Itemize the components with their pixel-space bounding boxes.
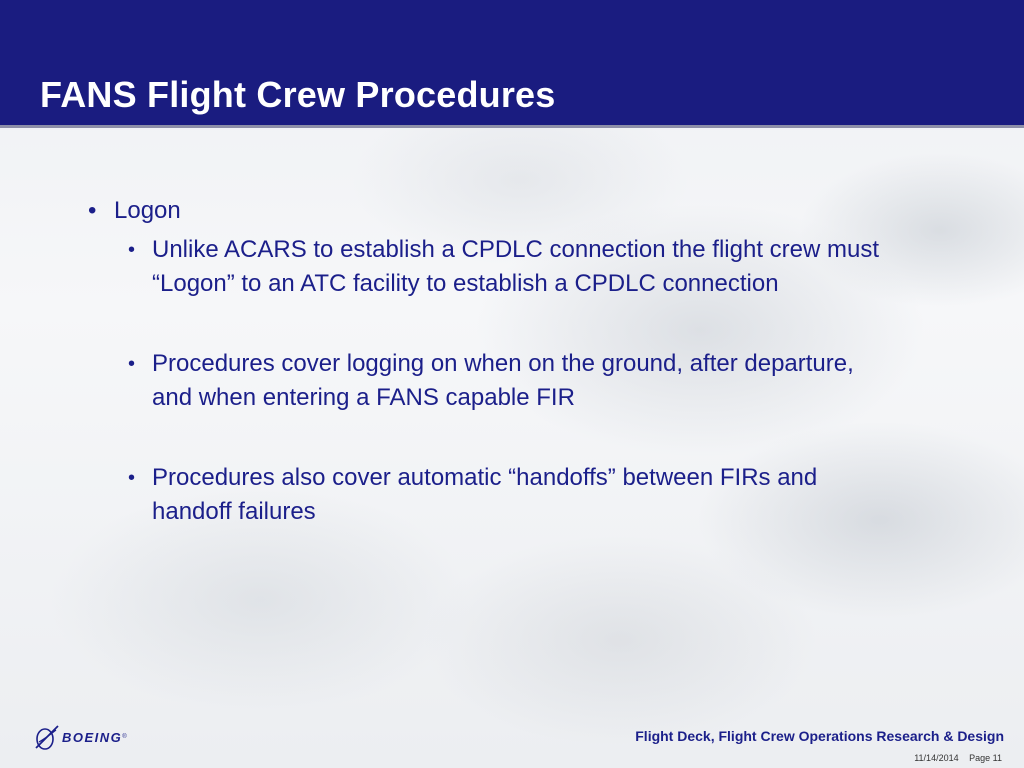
slide-content (88, 194, 928, 529)
slide-title: FANS Flight Crew Procedures (40, 74, 556, 115)
spacer (88, 301, 928, 347)
bullet-icon: • (128, 239, 136, 261)
footer-page: Page 11 (969, 753, 1002, 763)
footer-tagline: Flight Deck, Flight Crew Operations Research & Design (635, 728, 1004, 744)
bullet-icon: • (128, 467, 136, 489)
footer-meta (906, 753, 1002, 763)
bullet-icon: • (128, 353, 136, 375)
sub-bullet (88, 347, 892, 415)
bullet-text: Logon (114, 197, 181, 224)
bullet-logon (88, 194, 928, 227)
sub-bullet-text: Procedures also cover automatic “handoffs” between FIRs and handoff failures (152, 464, 818, 525)
sub-bullet-text: Unlike ACARS to establish a CPDLC connection the flight crew must “Logon” to an ATC facility to establish a CPDLC connection (152, 236, 879, 297)
title-bar (0, 0, 1024, 128)
sub-bullet (88, 233, 892, 301)
registered-mark: ® (122, 734, 127, 740)
spacer (88, 415, 928, 461)
sub-bullet (88, 461, 892, 529)
boeing-wordmark: BOEING (62, 729, 123, 745)
boeing-symbol-icon (34, 722, 60, 752)
bullet-icon: • (88, 197, 97, 224)
footer-date: 11/14/2014 (914, 753, 959, 763)
boeing-logo (34, 720, 127, 754)
sub-bullet-text: Procedures cover logging on when on the ground, after departure, and when entering a FANS capable FIR (152, 350, 854, 411)
